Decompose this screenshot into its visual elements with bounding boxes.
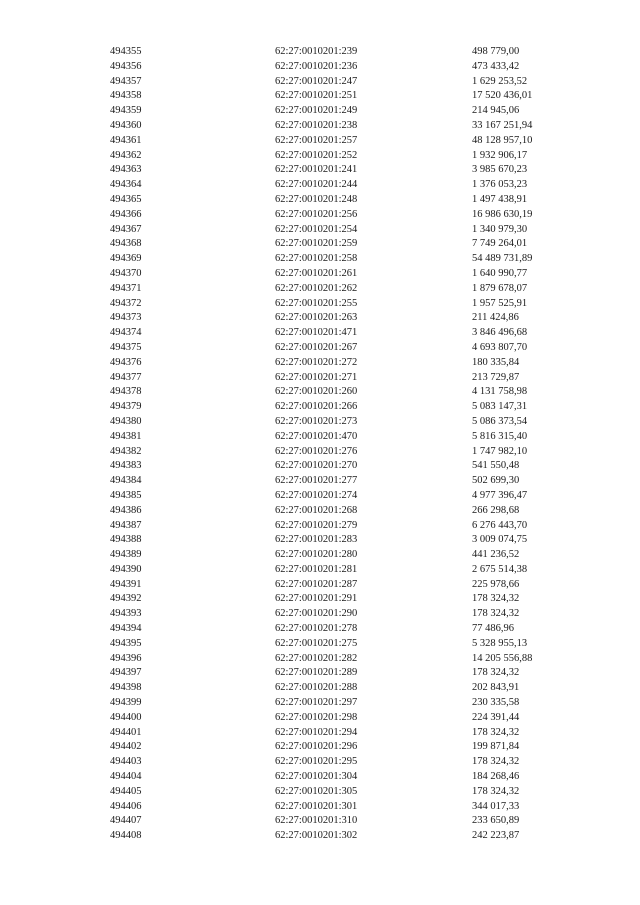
row-number-cell: 494392	[110, 593, 142, 605]
cadastral-number-cell: 62:27:0010201:268	[275, 504, 358, 516]
cadastral-number-cell: 62:27:0010201:272	[275, 356, 358, 368]
cadastral-value-cell: 242 223,87	[472, 830, 520, 842]
cadastral-value-cell: 1 640 990,77	[472, 267, 528, 279]
row-number-cell: 494402	[110, 741, 142, 753]
row-number-cell: 494383	[110, 460, 142, 472]
table-row	[110, 711, 570, 726]
cadastral-value-cell: 224 391,44	[472, 711, 520, 723]
cadastral-number-cell: 62:27:0010201:248	[275, 193, 358, 205]
row-number-cell: 494381	[110, 430, 142, 442]
row-number-cell: 494358	[110, 90, 142, 102]
cadastral-value-cell: 4 693 807,70	[472, 341, 528, 353]
cadastral-value-cell: 184 268,46	[472, 771, 520, 783]
cadastral-value-cell: 178 324,32	[472, 785, 520, 797]
cadastral-number-cell: 62:27:0010201:263	[275, 312, 358, 324]
table-row	[110, 178, 570, 193]
cadastral-value-cell: 178 324,32	[472, 608, 520, 620]
row-number-cell: 494393	[110, 608, 142, 620]
table-row	[110, 445, 570, 460]
cadastral-value-cell: 178 324,32	[472, 756, 520, 768]
row-number-cell: 494356	[110, 60, 142, 72]
row-number-cell: 494357	[110, 75, 142, 87]
table-row	[110, 578, 570, 593]
cadastral-number-cell: 62:27:0010201:280	[275, 549, 358, 561]
cadastral-value-cell: 344 017,33	[472, 800, 520, 812]
cadastral-value-table	[110, 45, 570, 844]
cadastral-value-cell: 1 879 678,07	[472, 282, 528, 294]
cadastral-value-cell: 199 871,84	[472, 741, 520, 753]
cadastral-value-cell: 1 340 979,30	[472, 223, 528, 235]
row-number-cell: 494355	[110, 46, 142, 57]
row-number-cell: 494376	[110, 356, 142, 368]
cadastral-value-cell: 2 675 514,38	[472, 563, 528, 575]
cadastral-number-cell: 62:27:0010201:256	[275, 208, 358, 220]
cadastral-value-cell: 266 298,68	[472, 504, 520, 516]
cadastral-value-cell: 441 236,52	[472, 549, 520, 561]
table-row	[110, 415, 570, 430]
cadastral-value-cell: 1 497 438,91	[472, 193, 528, 205]
row-number-cell: 494377	[110, 371, 142, 383]
cadastral-value-cell: 233 650,89	[472, 815, 520, 827]
cadastral-number-cell: 62:27:0010201:290	[275, 608, 358, 620]
cadastral-number-cell: 62:27:0010201:262	[275, 282, 358, 294]
table-row	[110, 592, 570, 607]
cadastral-value-cell: 33 167 251,94	[472, 119, 533, 131]
table-row	[110, 681, 570, 696]
cadastral-value-cell: 3 985 670,23	[472, 164, 528, 176]
table-row	[110, 311, 570, 326]
row-number-cell: 494397	[110, 667, 142, 679]
cadastral-value-cell: 202 843,91	[472, 682, 520, 694]
cadastral-number-cell: 62:27:0010201:241	[275, 164, 358, 176]
table-row	[110, 800, 570, 815]
table-row	[110, 814, 570, 829]
cadastral-number-cell: 62:27:0010201:470	[275, 430, 358, 442]
cadastral-number-cell: 62:27:0010201:273	[275, 415, 358, 427]
table-row	[110, 149, 570, 164]
table-row	[110, 474, 570, 489]
cadastral-value-cell: 1 629 253,52	[472, 75, 528, 87]
row-number-cell: 494395	[110, 637, 142, 649]
table-row	[110, 400, 570, 415]
table-row	[110, 430, 570, 445]
cadastral-number-cell: 62:27:0010201:254	[275, 223, 358, 235]
table-row	[110, 237, 570, 252]
table-row	[110, 223, 570, 238]
row-number-cell: 494394	[110, 623, 142, 635]
cadastral-value-cell: 48 128 957,10	[472, 134, 533, 146]
cadastral-number-cell: 62:27:0010201:258	[275, 253, 358, 265]
cadastral-value-cell: 541 550,48	[472, 460, 520, 472]
row-number-cell: 494362	[110, 149, 142, 161]
row-number-cell: 494375	[110, 341, 142, 353]
cadastral-number-cell: 62:27:0010201:296	[275, 741, 358, 753]
row-number-cell: 494390	[110, 563, 142, 575]
cadastral-number-cell: 62:27:0010201:304	[275, 771, 358, 783]
cadastral-number-cell: 62:27:0010201:301	[275, 800, 358, 812]
cadastral-value-cell: 214 945,06	[472, 105, 520, 117]
cadastral-value-cell: 7 749 264,01	[472, 238, 528, 250]
cadastral-number-cell: 62:27:0010201:255	[275, 297, 358, 309]
row-number-cell: 494388	[110, 534, 142, 546]
row-number-cell: 494407	[110, 815, 142, 827]
table-row	[110, 134, 570, 149]
cadastral-value-cell: 230 335,58	[472, 697, 520, 709]
cadastral-value-cell: 3 009 074,75	[472, 534, 528, 546]
table-row	[110, 60, 570, 75]
row-number-cell: 494389	[110, 549, 142, 561]
cadastral-number-cell: 62:27:0010201:267	[275, 341, 358, 353]
row-number-cell: 494385	[110, 489, 142, 501]
cadastral-number-cell: 62:27:0010201:305	[275, 785, 358, 797]
table-row	[110, 548, 570, 563]
table-row	[110, 297, 570, 312]
row-number-cell: 494365	[110, 193, 142, 205]
cadastral-number-cell: 62:27:0010201:289	[275, 667, 358, 679]
row-number-cell: 494400	[110, 711, 142, 723]
table-row	[110, 489, 570, 504]
cadastral-number-cell: 62:27:0010201:471	[275, 327, 358, 339]
table-row	[110, 607, 570, 622]
cadastral-number-cell: 62:27:0010201:282	[275, 652, 358, 664]
cadastral-value-cell: 14 205 556,88	[472, 652, 533, 664]
cadastral-number-cell: 62:27:0010201:294	[275, 726, 358, 738]
row-number-cell: 494363	[110, 164, 142, 176]
cadastral-number-cell: 62:27:0010201:274	[275, 489, 358, 501]
table-row	[110, 267, 570, 282]
cadastral-number-cell: 62:27:0010201:275	[275, 637, 358, 649]
row-number-cell: 494382	[110, 445, 142, 457]
table-row	[110, 163, 570, 178]
cadastral-value-cell: 4 131 758,98	[472, 386, 528, 398]
cadastral-value-cell: 225 978,66	[472, 578, 520, 590]
cadastral-value-cell: 5 816 315,40	[472, 430, 528, 442]
row-number-cell: 494368	[110, 238, 142, 250]
cadastral-number-cell: 62:27:0010201:277	[275, 475, 358, 487]
cadastral-value-cell: 54 489 731,89	[472, 253, 533, 265]
row-number-cell: 494403	[110, 756, 142, 768]
table-row	[110, 282, 570, 297]
cadastral-value-cell: 473 433,42	[472, 60, 520, 72]
table-row	[110, 371, 570, 386]
table-row	[110, 785, 570, 800]
cadastral-number-cell: 62:27:0010201:287	[275, 578, 358, 590]
table-row	[110, 89, 570, 104]
row-number-cell: 494367	[110, 223, 142, 235]
row-number-cell: 494401	[110, 726, 142, 738]
row-number-cell: 494404	[110, 771, 142, 783]
cadastral-value-cell: 5 328 955,13	[472, 637, 528, 649]
row-number-cell: 494387	[110, 519, 142, 531]
cadastral-number-cell: 62:27:0010201:283	[275, 534, 358, 546]
cadastral-number-cell: 62:27:0010201:261	[275, 267, 358, 279]
row-number-cell: 494374	[110, 327, 142, 339]
row-number-cell: 494379	[110, 401, 142, 413]
table-row	[110, 504, 570, 519]
row-number-cell: 494370	[110, 267, 142, 279]
cadastral-number-cell: 62:27:0010201:310	[275, 815, 358, 827]
row-number-cell: 494396	[110, 652, 142, 664]
row-number-cell: 494398	[110, 682, 142, 694]
row-number-cell: 494405	[110, 785, 142, 797]
cadastral-value-cell: 4 977 396,47	[472, 489, 528, 501]
cadastral-number-cell: 62:27:0010201:298	[275, 711, 358, 723]
cadastral-value-cell: 502 699,30	[472, 475, 520, 487]
table-row	[110, 252, 570, 267]
cadastral-number-cell: 62:27:0010201:257	[275, 134, 358, 146]
row-number-cell: 494359	[110, 105, 142, 117]
table-row	[110, 755, 570, 770]
cadastral-number-cell: 62:27:0010201:295	[275, 756, 358, 768]
cadastral-number-cell: 62:27:0010201:297	[275, 697, 358, 709]
row-number-cell: 494369	[110, 253, 142, 265]
cadastral-value-cell: 178 324,32	[472, 726, 520, 738]
cadastral-value-cell: 5 086 373,54	[472, 415, 528, 427]
cadastral-number-cell: 62:27:0010201:260	[275, 386, 358, 398]
row-number-cell: 494384	[110, 475, 142, 487]
cadastral-number-cell: 62:27:0010201:249	[275, 105, 358, 117]
row-number-cell: 494361	[110, 134, 142, 146]
cadastral-number-cell: 62:27:0010201:244	[275, 179, 358, 191]
table-row	[110, 770, 570, 785]
table-row	[110, 459, 570, 474]
table-row	[110, 326, 570, 341]
cadastral-number-cell: 62:27:0010201:247	[275, 75, 358, 87]
table-row	[110, 829, 570, 844]
cadastral-number-cell: 62:27:0010201:288	[275, 682, 358, 694]
cadastral-value-cell: 178 324,32	[472, 667, 520, 679]
row-number-cell: 494360	[110, 119, 142, 131]
cadastral-number-cell: 62:27:0010201:259	[275, 238, 358, 250]
cadastral-value-cell: 180 335,84	[472, 356, 520, 368]
cadastral-number-cell: 62:27:0010201:236	[275, 60, 358, 72]
table-row	[110, 652, 570, 667]
cadastral-number-cell: 62:27:0010201:278	[275, 623, 358, 635]
table-row	[110, 533, 570, 548]
row-number-cell: 494364	[110, 179, 142, 191]
cadastral-value-cell: 1 376 053,23	[472, 179, 528, 191]
row-number-cell: 494366	[110, 208, 142, 220]
cadastral-number-cell: 62:27:0010201:276	[275, 445, 358, 457]
cadastral-number-cell: 62:27:0010201:239	[275, 46, 358, 57]
cadastral-number-cell: 62:27:0010201:271	[275, 371, 358, 383]
row-number-cell: 494373	[110, 312, 142, 324]
row-number-cell: 494372	[110, 297, 142, 309]
table-row	[110, 119, 570, 134]
cadastral-number-cell: 62:27:0010201:252	[275, 149, 358, 161]
table-row	[110, 519, 570, 534]
cadastral-value-cell: 5 083 147,31	[472, 401, 528, 413]
cadastral-value-cell: 16 986 630,19	[472, 208, 533, 220]
row-number-cell: 494378	[110, 386, 142, 398]
row-number-cell: 494406	[110, 800, 142, 812]
cadastral-value-cell: 1 932 906,17	[472, 149, 528, 161]
table-row	[110, 696, 570, 711]
cadastral-number-cell: 62:27:0010201:251	[275, 90, 358, 102]
table-row	[110, 45, 570, 60]
table-row	[110, 740, 570, 755]
cadastral-number-cell: 62:27:0010201:281	[275, 563, 358, 575]
cadastral-value-cell: 178 324,32	[472, 593, 520, 605]
cadastral-value-cell: 77 486,96	[472, 623, 514, 635]
cadastral-number-cell: 62:27:0010201:270	[275, 460, 358, 472]
table-row	[110, 341, 570, 356]
table-row	[110, 563, 570, 578]
cadastral-number-cell: 62:27:0010201:302	[275, 830, 358, 842]
cadastral-value-cell: 213 729,87	[472, 371, 520, 383]
table-row	[110, 726, 570, 741]
row-number-cell: 494399	[110, 697, 142, 709]
row-number-cell: 494386	[110, 504, 142, 516]
table-row	[110, 193, 570, 208]
cadastral-value-cell: 498 779,00	[472, 46, 520, 57]
cadastral-number-cell: 62:27:0010201:266	[275, 401, 358, 413]
cadastral-number-cell: 62:27:0010201:279	[275, 519, 358, 531]
table-row	[110, 208, 570, 223]
cadastral-value-cell: 211 424,86	[472, 312, 519, 324]
cadastral-value-cell: 1 747 982,10	[472, 445, 528, 457]
cadastral-value-cell: 17 520 436,01	[472, 90, 533, 102]
table-row	[110, 622, 570, 637]
table-row	[110, 104, 570, 119]
table-row	[110, 637, 570, 652]
row-number-cell: 494391	[110, 578, 142, 590]
cadastral-number-cell: 62:27:0010201:291	[275, 593, 358, 605]
cadastral-value-cell: 6 276 443,70	[472, 519, 528, 531]
table-row	[110, 75, 570, 90]
row-number-cell: 494371	[110, 282, 142, 294]
row-number-cell: 494408	[110, 830, 142, 842]
table-row	[110, 356, 570, 371]
cadastral-number-cell: 62:27:0010201:238	[275, 119, 358, 131]
row-number-cell: 494380	[110, 415, 142, 427]
cadastral-value-cell: 1 957 525,91	[472, 297, 528, 309]
cadastral-value-cell: 3 846 496,68	[472, 327, 528, 339]
table-row	[110, 666, 570, 681]
table-row	[110, 385, 570, 400]
